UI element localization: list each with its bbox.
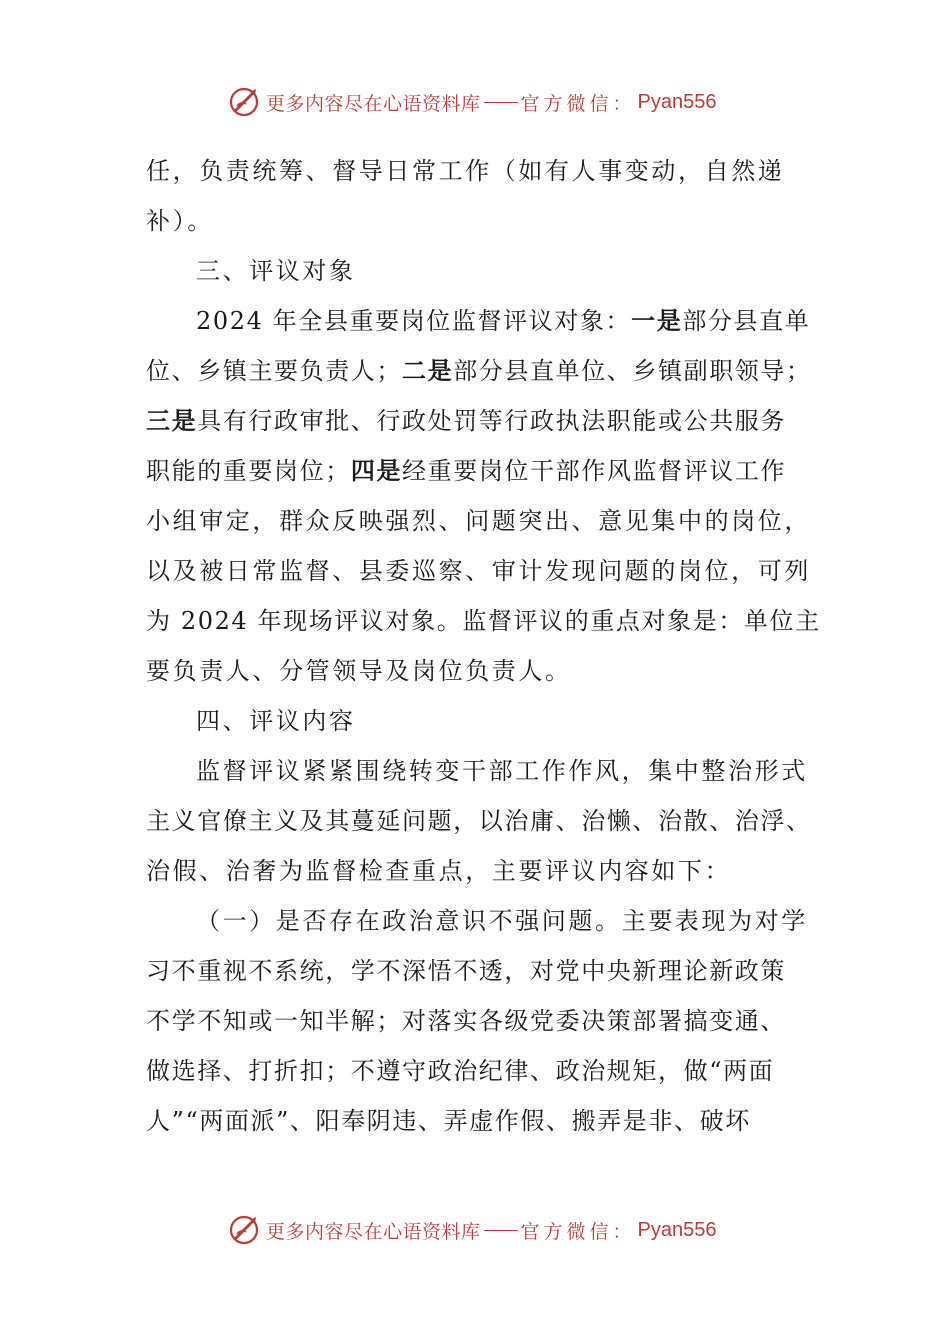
text-line: （一）是否存在政治意识不强问题。主要表现为对学 bbox=[196, 907, 808, 935]
watermark-wechat-id: Pyan556 bbox=[637, 1218, 717, 1241]
text-line: 人”“两面派”、阳奉阴违、弄虚作假、搬弄是非、破坏 bbox=[146, 1107, 751, 1135]
watermark-dash bbox=[484, 102, 518, 103]
watermark-dash bbox=[484, 1230, 518, 1231]
text-line: 监督评议紧紧围绕转变干部工作作风，集中整治形式 bbox=[196, 757, 808, 785]
section-heading: 三、评议对象 bbox=[196, 257, 356, 285]
text-line: 补）。 bbox=[146, 207, 214, 235]
footer-watermark bbox=[228, 1212, 788, 1248]
pen-logo-icon bbox=[228, 85, 262, 119]
document-body bbox=[146, 146, 821, 1146]
text-line: 主义官僚主义及其蔓延问题，以治庸、治懒、治散、治浮、 bbox=[146, 807, 812, 835]
text-line: 2024 年全县重要岗位监督评议对象：一是部分县直单 bbox=[196, 306, 811, 335]
text-line: 职能的重要岗位；四是经重要岗位干部作风监督评议工作 bbox=[146, 456, 787, 485]
text-line: 治假、治奢为监督检查重点，主要评议内容如下： bbox=[146, 857, 732, 885]
text-line: 要负责人、分管领导及岗位负责人。 bbox=[146, 657, 572, 685]
header-watermark bbox=[228, 84, 788, 120]
text-line: 小组审定，群众反映强烈、问题突出、意见集中的岗位， bbox=[146, 507, 811, 535]
text-line: 三是具有行政审批、行政处罚等行政执法职能或公共服务 bbox=[146, 406, 787, 435]
watermark-label: 官方微信： bbox=[520, 92, 636, 115]
text-line: 以及被日常监督、县委巡察、审计发现问题的岗位，可列 bbox=[146, 557, 811, 585]
watermark-label: 官方微信： bbox=[520, 1220, 636, 1243]
section-heading: 四、评议内容 bbox=[196, 707, 356, 735]
watermark-wechat-id: Pyan556 bbox=[637, 90, 717, 113]
text-line: 做选择、打折扣；不遵守政治纪律、政治规矩，做“两面 bbox=[146, 1057, 775, 1085]
watermark-text: 更多内容尽在心语资料库 bbox=[266, 1220, 481, 1243]
text-line: 不学不知或一知半解；对落实各级党委决策部署搞变通、 bbox=[146, 1007, 786, 1035]
watermark-text: 更多内容尽在心语资料库 bbox=[266, 92, 481, 115]
text-line: 任，负责统筹、督导日常工作（如有人事变动，自然递 bbox=[146, 157, 785, 185]
text-line: 习不重视不系统，学不深悟不透，对党中央新理论新政策 bbox=[146, 957, 786, 985]
text-line: 位、乡镇主要负责人；二是部分县直单位、乡镇副职领导； bbox=[146, 356, 812, 385]
pen-logo-icon bbox=[228, 1213, 262, 1247]
text-line: 为 2024 年现场评议对象。监督评议的重点对象是：单位主 bbox=[146, 607, 821, 635]
